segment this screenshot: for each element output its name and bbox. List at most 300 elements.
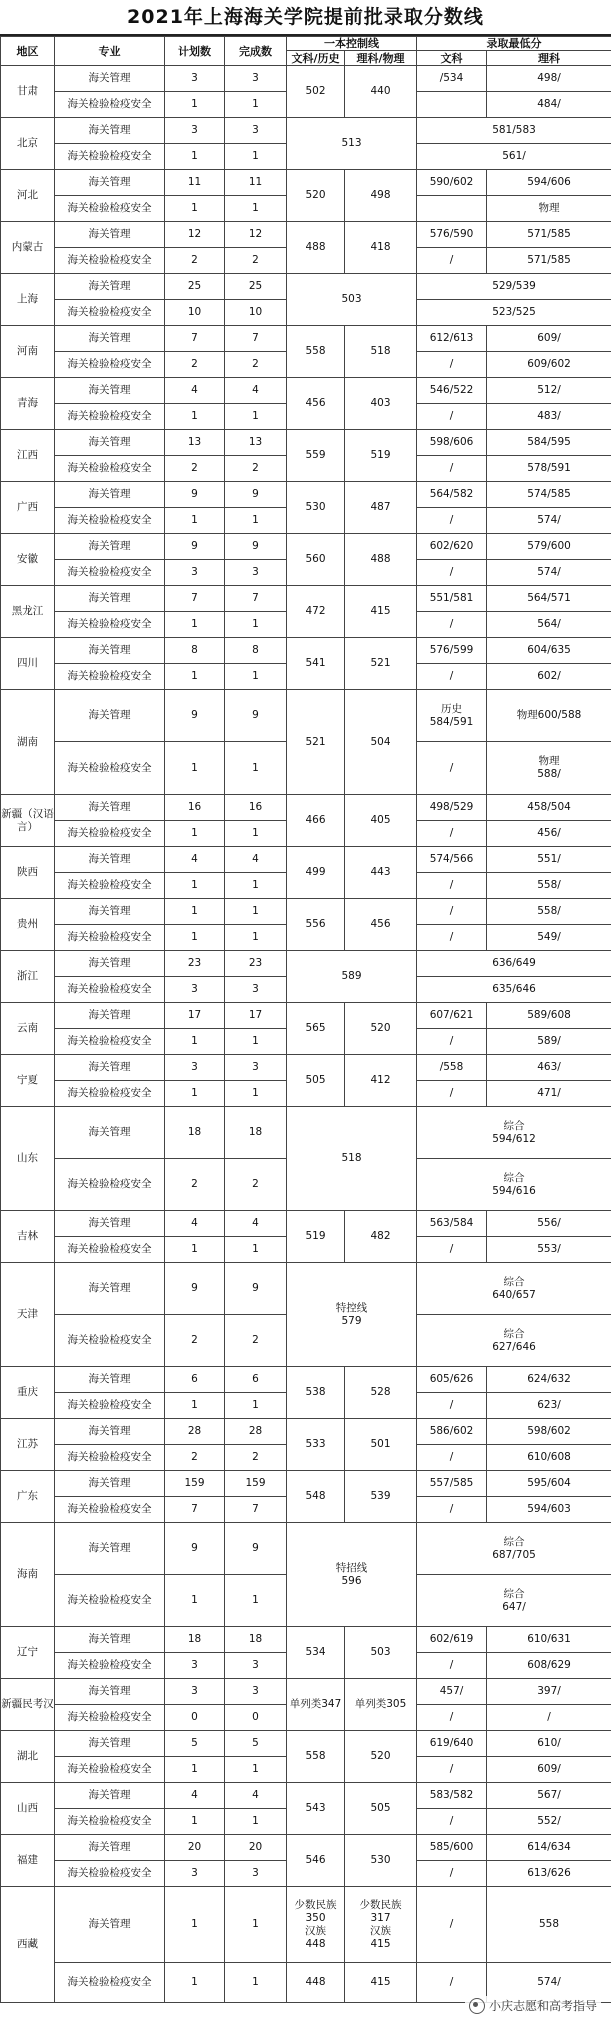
min-science-cell: 610/608 [487,1445,611,1471]
min-arts-cell: / [417,1393,487,1419]
control-arts-cell: 548 [287,1471,345,1523]
table-row [1,66,611,92]
control-line-value: 518 [341,1152,362,1164]
control-science-cell: 518 [345,326,417,378]
major-cell: 海关检验检疫安全 [55,352,165,378]
control-line-cell: 503 [287,274,417,326]
major-cell: 海关检验检疫安全 [55,560,165,586]
table-row [1,1263,611,1315]
plan-cell: 18 [165,1627,225,1653]
min-score-cell [417,1523,611,1575]
major-cell: 海关管理 [55,1055,165,1081]
min-score-value: 627/646 [492,1340,536,1353]
min-score-cell [417,1107,611,1159]
plan-cell: 2 [165,1159,225,1211]
min-arts-cell: 564/582 [417,482,487,508]
table-row [1,1419,611,1445]
min-score-label: 综合 [503,1171,525,1184]
min-science-cell: 512/ [487,378,611,404]
control-arts-cell: 560 [287,534,345,586]
control-science-cell: 520 [345,1003,417,1055]
plan-cell: 2 [165,352,225,378]
region-cell: 吉林 [1,1211,55,1263]
done-cell: 1 [225,508,287,534]
region-cell: 湖北 [1,1731,55,1783]
region-cell: 贵州 [1,899,55,951]
min-arts-cell: 602/619 [417,1627,487,1653]
control-science-cell: 415 [345,1963,417,2003]
control-line-value: 596 [341,1574,362,1587]
control-arts-cell: 559 [287,430,345,482]
plan-cell: 0 [165,1705,225,1731]
min-science-cell: 613/626 [487,1861,611,1887]
plan-cell: 4 [165,1211,225,1237]
done-cell: 3 [225,1679,287,1705]
major-cell: 海关检验检疫安全 [55,1445,165,1471]
major-cell: 海关管理 [55,1731,165,1757]
control-arts-cell: 538 [287,1367,345,1419]
major-cell: 海关检验检疫安全 [55,456,165,482]
region-cell: 海南 [1,1523,55,1627]
done-cell: 0 [225,1705,287,1731]
plan-cell: 9 [165,1263,225,1315]
table-row [1,482,611,508]
major-cell: 海关检验检疫安全 [55,1653,165,1679]
done-cell: 1 [225,92,287,118]
min-science-cell: 571/585 [487,248,611,274]
min-arts-cell: 498/529 [417,795,487,821]
min-arts-cell: / [417,1653,487,1679]
min-score-value: 594/616 [492,1184,536,1197]
region-cell: 广东 [1,1471,55,1523]
control-arts-cell: 488 [287,222,345,274]
major-cell: 海关检验检疫安全 [55,1575,165,1627]
control-science-cell: 403 [345,378,417,430]
done-cell: 4 [225,378,287,404]
plan-cell: 1 [165,664,225,690]
min-science-cell: 397/ [487,1679,611,1705]
control-science-line: 少数民族 [359,1898,402,1911]
header-major: 专业 [55,37,165,66]
plan-cell: 2 [165,1445,225,1471]
control-science-cell: 488 [345,534,417,586]
table-row [1,795,611,821]
header-done: 完成数 [225,37,287,66]
control-arts-cell: 556 [287,899,345,951]
min-science-cell [487,742,611,795]
plan-cell: 16 [165,795,225,821]
wechat-icon [469,1998,485,2014]
control-science-cell: 418 [345,222,417,274]
table-row [1,170,611,196]
plan-cell: 1 [165,1575,225,1627]
table-row [1,899,611,925]
done-cell: 1 [225,1809,287,1835]
done-cell: 9 [225,1263,287,1315]
min-arts-cell: / [417,873,487,899]
plan-cell: 2 [165,1315,225,1367]
control-arts-cell: 502 [287,66,345,118]
min-science-cell: 549/ [487,925,611,951]
plan-cell: 18 [165,1107,225,1159]
major-cell: 海关管理 [55,118,165,144]
table-row [1,847,611,873]
plan-cell: 3 [165,560,225,586]
region-cell: 安徽 [1,534,55,586]
major-cell: 海关管理 [55,1471,165,1497]
header-arts-history: 文科/历史 [287,51,345,66]
min-science-cell: 614/634 [487,1835,611,1861]
major-cell: 海关管理 [55,795,165,821]
done-cell: 1 [225,1393,287,1419]
major-cell: 海关检验检疫安全 [55,664,165,690]
control-science-cell: 440 [345,66,417,118]
plan-cell: 17 [165,1003,225,1029]
min-science-cell: 567/ [487,1783,611,1809]
region-cell: 江苏 [1,1419,55,1471]
done-cell: 5 [225,1731,287,1757]
plan-cell: 1 [165,1963,225,2003]
min-arts-cell: / [417,1887,487,1963]
done-cell: 1 [225,1237,287,1263]
min-arts-cell: 574/566 [417,847,487,873]
control-science-cell: 503 [345,1627,417,1679]
control-science-line: 415 [370,1937,391,1950]
done-cell: 3 [225,118,287,144]
done-cell: 1 [225,899,287,925]
plan-cell: 7 [165,586,225,612]
done-cell: 3 [225,977,287,1003]
min-score-cell: 529/539 [417,274,611,300]
plan-cell: 4 [165,378,225,404]
major-cell: 海关管理 [55,1367,165,1393]
min-science-cell: 584/595 [487,430,611,456]
min-science-cell: 物理600/588 [487,690,611,742]
done-cell: 1 [225,1757,287,1783]
min-score-value: 640/657 [492,1288,536,1301]
min-score-label: 综合 [503,1119,525,1132]
plan-cell: 1 [165,1029,225,1055]
plan-cell: 1 [165,1809,225,1835]
major-cell: 海关检验检疫安全 [55,1393,165,1419]
table-row [1,1679,611,1705]
control-arts-line: 汉族 [305,1924,326,1937]
done-cell: 17 [225,1003,287,1029]
plan-cell: 1 [165,196,225,222]
min-arts-cell: 590/602 [417,170,487,196]
done-cell: 1 [225,1029,287,1055]
control-science-line: 317 [370,1911,391,1924]
plan-cell: 4 [165,847,225,873]
control-arts-cell: 520 [287,170,345,222]
min-arts-cell: / [417,1963,487,2003]
min-arts-cell: / [417,404,487,430]
min-science-cell: 558 [487,1887,611,1963]
min-score-label: 综合 [503,1535,525,1548]
plan-cell: 3 [165,1055,225,1081]
control-science-cell: 415 [345,586,417,638]
min-science-cell: 574/ [487,508,611,534]
min-arts-cell: / [417,612,487,638]
header-arts: 文科 [417,51,487,66]
min-science-cell: 552/ [487,1809,611,1835]
done-cell: 1 [225,144,287,170]
major-cell: 海关管理 [55,1107,165,1159]
major-cell: 海关管理 [55,638,165,664]
table-body [1,66,611,2003]
major-cell: 海关检验检疫安全 [55,92,165,118]
major-cell: 海关管理 [55,1679,165,1705]
plan-cell: 3 [165,1653,225,1679]
region-cell: 山西 [1,1783,55,1835]
done-cell: 1 [225,873,287,899]
table-row [1,586,611,612]
region-cell: 湖南 [1,690,55,795]
control-arts-cell: 448 [287,1963,345,2003]
major-cell: 海关管理 [55,66,165,92]
table-row [1,118,611,144]
major-cell: 海关检验检疫安全 [55,821,165,847]
region-cell: 新疆民考汉 [1,1679,55,1731]
header-science: 理科 [487,51,611,66]
control-line-cell [287,1107,417,1211]
min-arts-cell: / [417,352,487,378]
control-science-cell: 456 [345,899,417,951]
min-arts-cell: /534 [417,66,487,92]
table-row [1,1523,611,1575]
region-cell: 四川 [1,638,55,690]
plan-cell: 1 [165,508,225,534]
control-arts-cell: 472 [287,586,345,638]
control-line-cell: 589 [287,951,417,1003]
plan-cell: 6 [165,1367,225,1393]
control-science-cell: 501 [345,1419,417,1471]
done-cell: 159 [225,1471,287,1497]
major-cell: 海关检验检疫安全 [55,925,165,951]
min-science-cell: 564/571 [487,586,611,612]
major-cell: 海关管理 [55,586,165,612]
min-score-cell: 635/646 [417,977,611,1003]
done-cell: 2 [225,456,287,482]
major-cell: 海关检验检疫安全 [55,1081,165,1107]
plan-cell: 7 [165,1497,225,1523]
control-arts-cell: 533 [287,1419,345,1471]
min-science-cell: 589/ [487,1029,611,1055]
min-arts-cell: / [417,1757,487,1783]
major-cell: 海关检验检疫安全 [55,508,165,534]
control-science-cell: 504 [345,690,417,795]
control-arts-cell: 499 [287,847,345,899]
plan-cell: 7 [165,326,225,352]
table-row [1,1107,611,1159]
control-arts-cell: 单列类347 [287,1679,345,1731]
min-science-cell: 594/606 [487,170,611,196]
major-cell: 海关检验检疫安全 [55,404,165,430]
plan-cell: 3 [165,1679,225,1705]
min-score-label: 综合 [503,1327,525,1340]
control-arts-cell: 541 [287,638,345,690]
control-line-label: 特招线 [335,1561,368,1574]
table-row [1,1835,611,1861]
done-cell: 20 [225,1835,287,1861]
control-arts-cell [287,1887,345,1963]
plan-cell: 8 [165,638,225,664]
major-cell: 海关管理 [55,534,165,560]
min-science-cell: 608/629 [487,1653,611,1679]
table-row [1,638,611,664]
major-cell: 海关检验检疫安全 [55,144,165,170]
header-science-physics: 理科/物理 [345,51,417,66]
plan-cell: 2 [165,456,225,482]
watermark [465,1996,601,2015]
plan-cell: 23 [165,951,225,977]
region-cell: 河南 [1,326,55,378]
region-cell: 内蒙古 [1,222,55,274]
control-line-label: 特控线 [335,1301,368,1314]
min-science-cell: 483/ [487,404,611,430]
min-arts-cell: / [417,1445,487,1471]
done-cell: 1 [225,664,287,690]
min-science-cell: 609/ [487,1757,611,1783]
min-arts-cell: / [417,899,487,925]
done-cell: 1 [225,1887,287,1963]
min-science-cell: 578/591 [487,456,611,482]
done-cell: 23 [225,951,287,977]
page-title: 2021年上海海关学院提前批录取分数线 [0,0,611,36]
control-science-cell: 405 [345,795,417,847]
major-cell: 海关检验检疫安全 [55,1237,165,1263]
min-science-cell: 574/ [487,1963,611,2003]
done-cell: 7 [225,586,287,612]
region-cell: 江西 [1,430,55,482]
control-arts-cell: 505 [287,1055,345,1107]
min-science-cell: 471/ [487,1081,611,1107]
plan-cell: 1 [165,92,225,118]
major-cell: 海关管理 [55,1419,165,1445]
min-score-cell [417,1575,611,1627]
table-row [1,1627,611,1653]
min-science-cell: 598/602 [487,1419,611,1445]
min-arts-cell: 457/ [417,1679,487,1705]
control-science-cell: 412 [345,1055,417,1107]
plan-cell: 1 [165,873,225,899]
table-row [1,1055,611,1081]
table-row [1,1471,611,1497]
min-science-cell: 623/ [487,1393,611,1419]
plan-cell: 1 [165,1081,225,1107]
min-science-cell: 610/ [487,1731,611,1757]
control-science-cell: 505 [345,1783,417,1835]
min-science-cell: 609/ [487,326,611,352]
major-cell: 海关检验检疫安全 [55,742,165,795]
major-cell: 海关检验检疫安全 [55,1809,165,1835]
major-cell: 海关检验检疫安全 [55,1497,165,1523]
min-arts-cell: / [417,248,487,274]
control-line-cell [287,1523,417,1627]
done-cell: 2 [225,248,287,274]
min-science-cell: 564/ [487,612,611,638]
control-science-cell: 482 [345,1211,417,1263]
major-cell: 海关检验检疫安全 [55,977,165,1003]
min-science-cell: 624/632 [487,1367,611,1393]
min-science-cell: 463/ [487,1055,611,1081]
done-cell: 2 [225,1159,287,1211]
major-cell: 海关管理 [55,378,165,404]
major-cell: 海关检验检疫安全 [55,1963,165,2003]
plan-cell: 1 [165,899,225,925]
min-science-cell: 458/504 [487,795,611,821]
done-cell: 9 [225,534,287,560]
major-cell: 海关管理 [55,899,165,925]
min-score-cell: 561/ [417,144,611,170]
min-arts-cell: / [417,925,487,951]
major-cell: 海关检验检疫安全 [55,1861,165,1887]
done-cell: 7 [225,1497,287,1523]
control-science-cell: 528 [345,1367,417,1419]
plan-cell: 20 [165,1835,225,1861]
major-cell: 海关检验检疫安全 [55,1705,165,1731]
min-arts-cell: 551/581 [417,586,487,612]
table-row [1,1367,611,1393]
min-science-cell: 553/ [487,1237,611,1263]
region-cell: 广西 [1,482,55,534]
done-cell: 1 [225,1081,287,1107]
table-row [1,1783,611,1809]
region-cell: 辽宁 [1,1627,55,1679]
min-arts-cell: 612/613 [417,326,487,352]
plan-cell: 9 [165,534,225,560]
min-science-cell: 595/604 [487,1471,611,1497]
major-cell: 海关管理 [55,1523,165,1575]
control-arts-cell: 466 [287,795,345,847]
major-cell: 海关管理 [55,326,165,352]
header-region: 地区 [1,37,55,66]
done-cell: 7 [225,326,287,352]
plan-cell: 4 [165,1783,225,1809]
min-arts-cell: 576/590 [417,222,487,248]
min-arts-cell [417,690,487,742]
region-cell: 天津 [1,1263,55,1367]
min-science-cell: 571/585 [487,222,611,248]
done-cell: 16 [225,795,287,821]
major-cell: 海关检验检疫安全 [55,248,165,274]
plan-cell: 1 [165,821,225,847]
min-arts-value: 584/591 [429,715,474,728]
plan-cell: 13 [165,430,225,456]
min-arts-cell: /558 [417,1055,487,1081]
major-cell: 海关检验检疫安全 [55,1029,165,1055]
plan-cell: 2 [165,248,225,274]
control-science-cell: 521 [345,638,417,690]
min-score-value: 687/705 [492,1548,536,1561]
done-cell: 3 [225,66,287,92]
control-science-cell: 498 [345,170,417,222]
min-science-cell: 574/585 [487,482,611,508]
plan-cell: 1 [165,1887,225,1963]
control-science-cell: 520 [345,1731,417,1783]
major-cell: 海关管理 [55,430,165,456]
min-science-cell: 594/603 [487,1497,611,1523]
plan-cell: 9 [165,482,225,508]
region-cell: 云南 [1,1003,55,1055]
control-line-cell [287,1263,417,1367]
plan-cell: 3 [165,118,225,144]
region-cell: 福建 [1,1835,55,1887]
score-table [0,36,611,2003]
control-science-cell [345,1887,417,1963]
done-cell: 1 [225,612,287,638]
min-science-cell: / [487,1705,611,1731]
